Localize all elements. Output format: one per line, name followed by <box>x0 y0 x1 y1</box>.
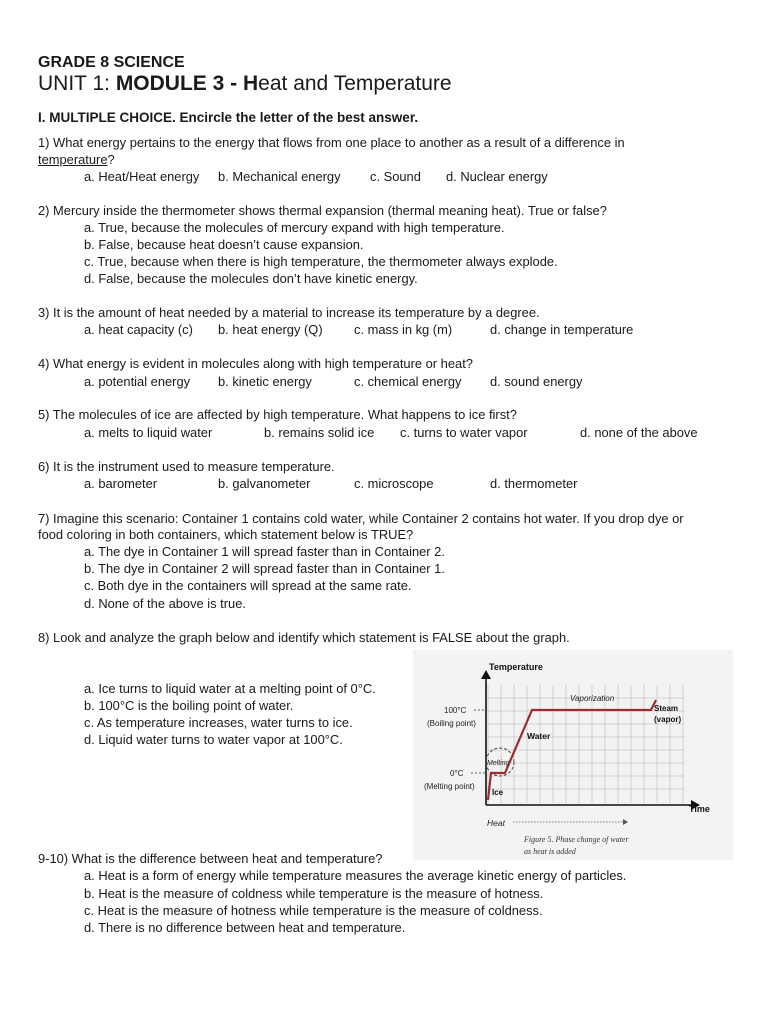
question-1-stem: 1) What energy pertains to the energy that flows from one place to another as a result of a difference in <box>38 135 625 150</box>
question-2-choice-b[interactable]: b. False, because heat doesn’t cause expansion. <box>84 237 364 252</box>
question-7-stem-cont: food coloring in both containers, which statement below is TRUE? <box>38 527 414 542</box>
water-label: Water <box>527 731 551 741</box>
question-1-choice-d[interactable]: d. Nuclear energy <box>446 169 548 184</box>
ice-label: Ice <box>492 788 504 797</box>
question-9-10-choice-d[interactable]: d. There is no difference between heat and temperature. <box>84 920 406 935</box>
x-axis-title: Time <box>689 804 710 814</box>
question-4-stem: 4) What energy is evident in molecules along with high temperature or heat? <box>38 356 473 371</box>
question-2-stem: 2) Mercury inside the thermometer shows thermal expansion (thermal meaning heat). True or false? <box>38 203 607 218</box>
melting-label: (Melting point) <box>424 782 475 791</box>
question-5-choice-b[interactable]: b. remains solid ice <box>264 425 375 440</box>
question-3-choice-d[interactable]: d. change in temperature <box>490 322 634 337</box>
question-4-choice-a[interactable]: a. potential energy <box>84 374 191 389</box>
question-5-stem: 5) The molecules of ice are affected by high temperature. What happens to ice first? <box>38 407 517 422</box>
unit-prefix: UNIT 1: <box>38 72 110 95</box>
figure-caption-line2: as heat is added <box>524 847 576 856</box>
boiling-label: (Boiling point) <box>427 719 476 728</box>
question-5-choice-a[interactable]: a. melts to liquid water <box>84 425 213 440</box>
vaporization-label: Vaporization <box>570 694 615 703</box>
question-3-choice-c[interactable]: c. mass in kg (m) <box>354 322 453 337</box>
question-8-stem: 8) Look and analyze the graph below and identify which statement is FALSE about the graph. <box>38 630 570 645</box>
question-9-10-choice-a[interactable]: a. Heat is a form of energy while temperature measures the average kinetic energy of particles. <box>84 868 627 883</box>
steam-label: Steam <box>654 704 679 713</box>
question-6-choice-c[interactable]: c. microscope <box>354 476 434 491</box>
figure-caption-line1: Figure 5. Phase change of water <box>524 835 629 844</box>
question-2-choice-c[interactable]: c. True, because when there is high temperature, the thermometer always explode. <box>84 254 558 269</box>
heat-arrow-head-icon <box>623 819 628 825</box>
unit-title: UNIT 1: MODULE 3 - Heat and Temperature <box>38 72 452 95</box>
section-title: I. MULTIPLE CHOICE. Encircle the letter of the best answer. <box>38 110 419 125</box>
question-9-10-stem: 9-10) What is the difference between heat and temperature? <box>38 851 383 866</box>
question-8-choice-b[interactable]: b. 100°C is the boiling point of water. <box>84 698 294 713</box>
melting-phase-label: Melting <box>487 760 510 767</box>
question-6-choice-d[interactable]: d. thermometer <box>490 476 578 491</box>
question-2-choice-a[interactable]: a. True, because the molecules of mercury expand with high temperature. <box>84 220 505 235</box>
y-axis-title: Temperature <box>489 662 543 672</box>
question-1-choice-a[interactable]: a. Heat/Heat energy <box>84 169 200 184</box>
question-9-10-choice-b[interactable]: b. Heat is the measure of coldness while temperature is the measure of hotness. <box>84 886 544 901</box>
question-4-choice-b[interactable]: b. kinetic energy <box>218 374 312 389</box>
question-7-choice-b[interactable]: b. The dye in Container 2 will spread faster than in Container 1. <box>84 561 445 576</box>
question-4-choice-c[interactable]: c. chemical energy <box>354 374 462 389</box>
question-5-choice-d[interactable]: d. none of the above <box>580 425 698 440</box>
topic-rest: eat and Temperature <box>258 72 452 95</box>
grade-heading: GRADE 8 SCIENCE <box>38 54 185 71</box>
melting-value: 0°C <box>450 769 464 778</box>
topic-initial: H <box>243 72 259 95</box>
phase-change-graph <box>413 650 733 860</box>
question-2-choice-d[interactable]: d. False, because the molecules don’t have kinetic energy. <box>84 271 418 286</box>
question-3-choice-a[interactable]: a. heat capacity (c) <box>84 322 193 337</box>
question-1-choice-b[interactable]: b. Mechanical energy <box>218 169 341 184</box>
question-9-10-choice-c[interactable]: c. Heat is the measure of hotness while temperature is the measure of coldness. <box>84 903 543 918</box>
question-6-stem: 6) It is the instrument used to measure temperature. <box>38 459 335 474</box>
question-3-choice-b[interactable]: b. heat energy (Q) <box>218 322 323 337</box>
question-1-choice-c[interactable]: c. Sound <box>370 169 421 184</box>
question-8-choice-c[interactable]: c. As temperature increases, water turns to ice. <box>84 715 353 730</box>
heat-label: Heat <box>487 818 505 828</box>
question-3-stem: 3) It is the amount of heat needed by a material to increase its temperature by a degree. <box>38 305 540 320</box>
question-6-choice-b[interactable]: b. galvanometer <box>218 476 311 491</box>
vapor-label: (vapor) <box>654 715 682 724</box>
module-label: MODULE 3 <box>115 72 225 95</box>
phase-change-figure <box>413 650 733 860</box>
question-1-stem-cont: temperature? <box>38 152 115 167</box>
question-7-stem: 7) Imagine this scenario: Container 1 contains cold water, while Container 2 contains hot water. If you drop dye or <box>38 511 684 526</box>
question-8-choice-a[interactable]: a. Ice turns to liquid water at a melting point of 0°C. <box>84 681 376 696</box>
question-5-choice-c[interactable]: c. turns to water vapor <box>400 425 528 440</box>
question-7-choice-a[interactable]: a. The dye in Container 1 will spread faster than in Container 2. <box>84 544 445 559</box>
question-8-choice-d[interactable]: d. Liquid water turns to water vapor at 100°C. <box>84 732 343 747</box>
boiling-value: 100°C <box>444 706 467 715</box>
question-4-choice-d[interactable]: d. sound energy <box>490 374 583 389</box>
question-6-choice-a[interactable]: a. barometer <box>84 476 158 491</box>
question-7-choice-d[interactable]: d. None of the above is true. <box>84 596 246 611</box>
question-7-choice-c[interactable]: c. Both dye in the containers will spread at the same rate. <box>84 578 412 593</box>
